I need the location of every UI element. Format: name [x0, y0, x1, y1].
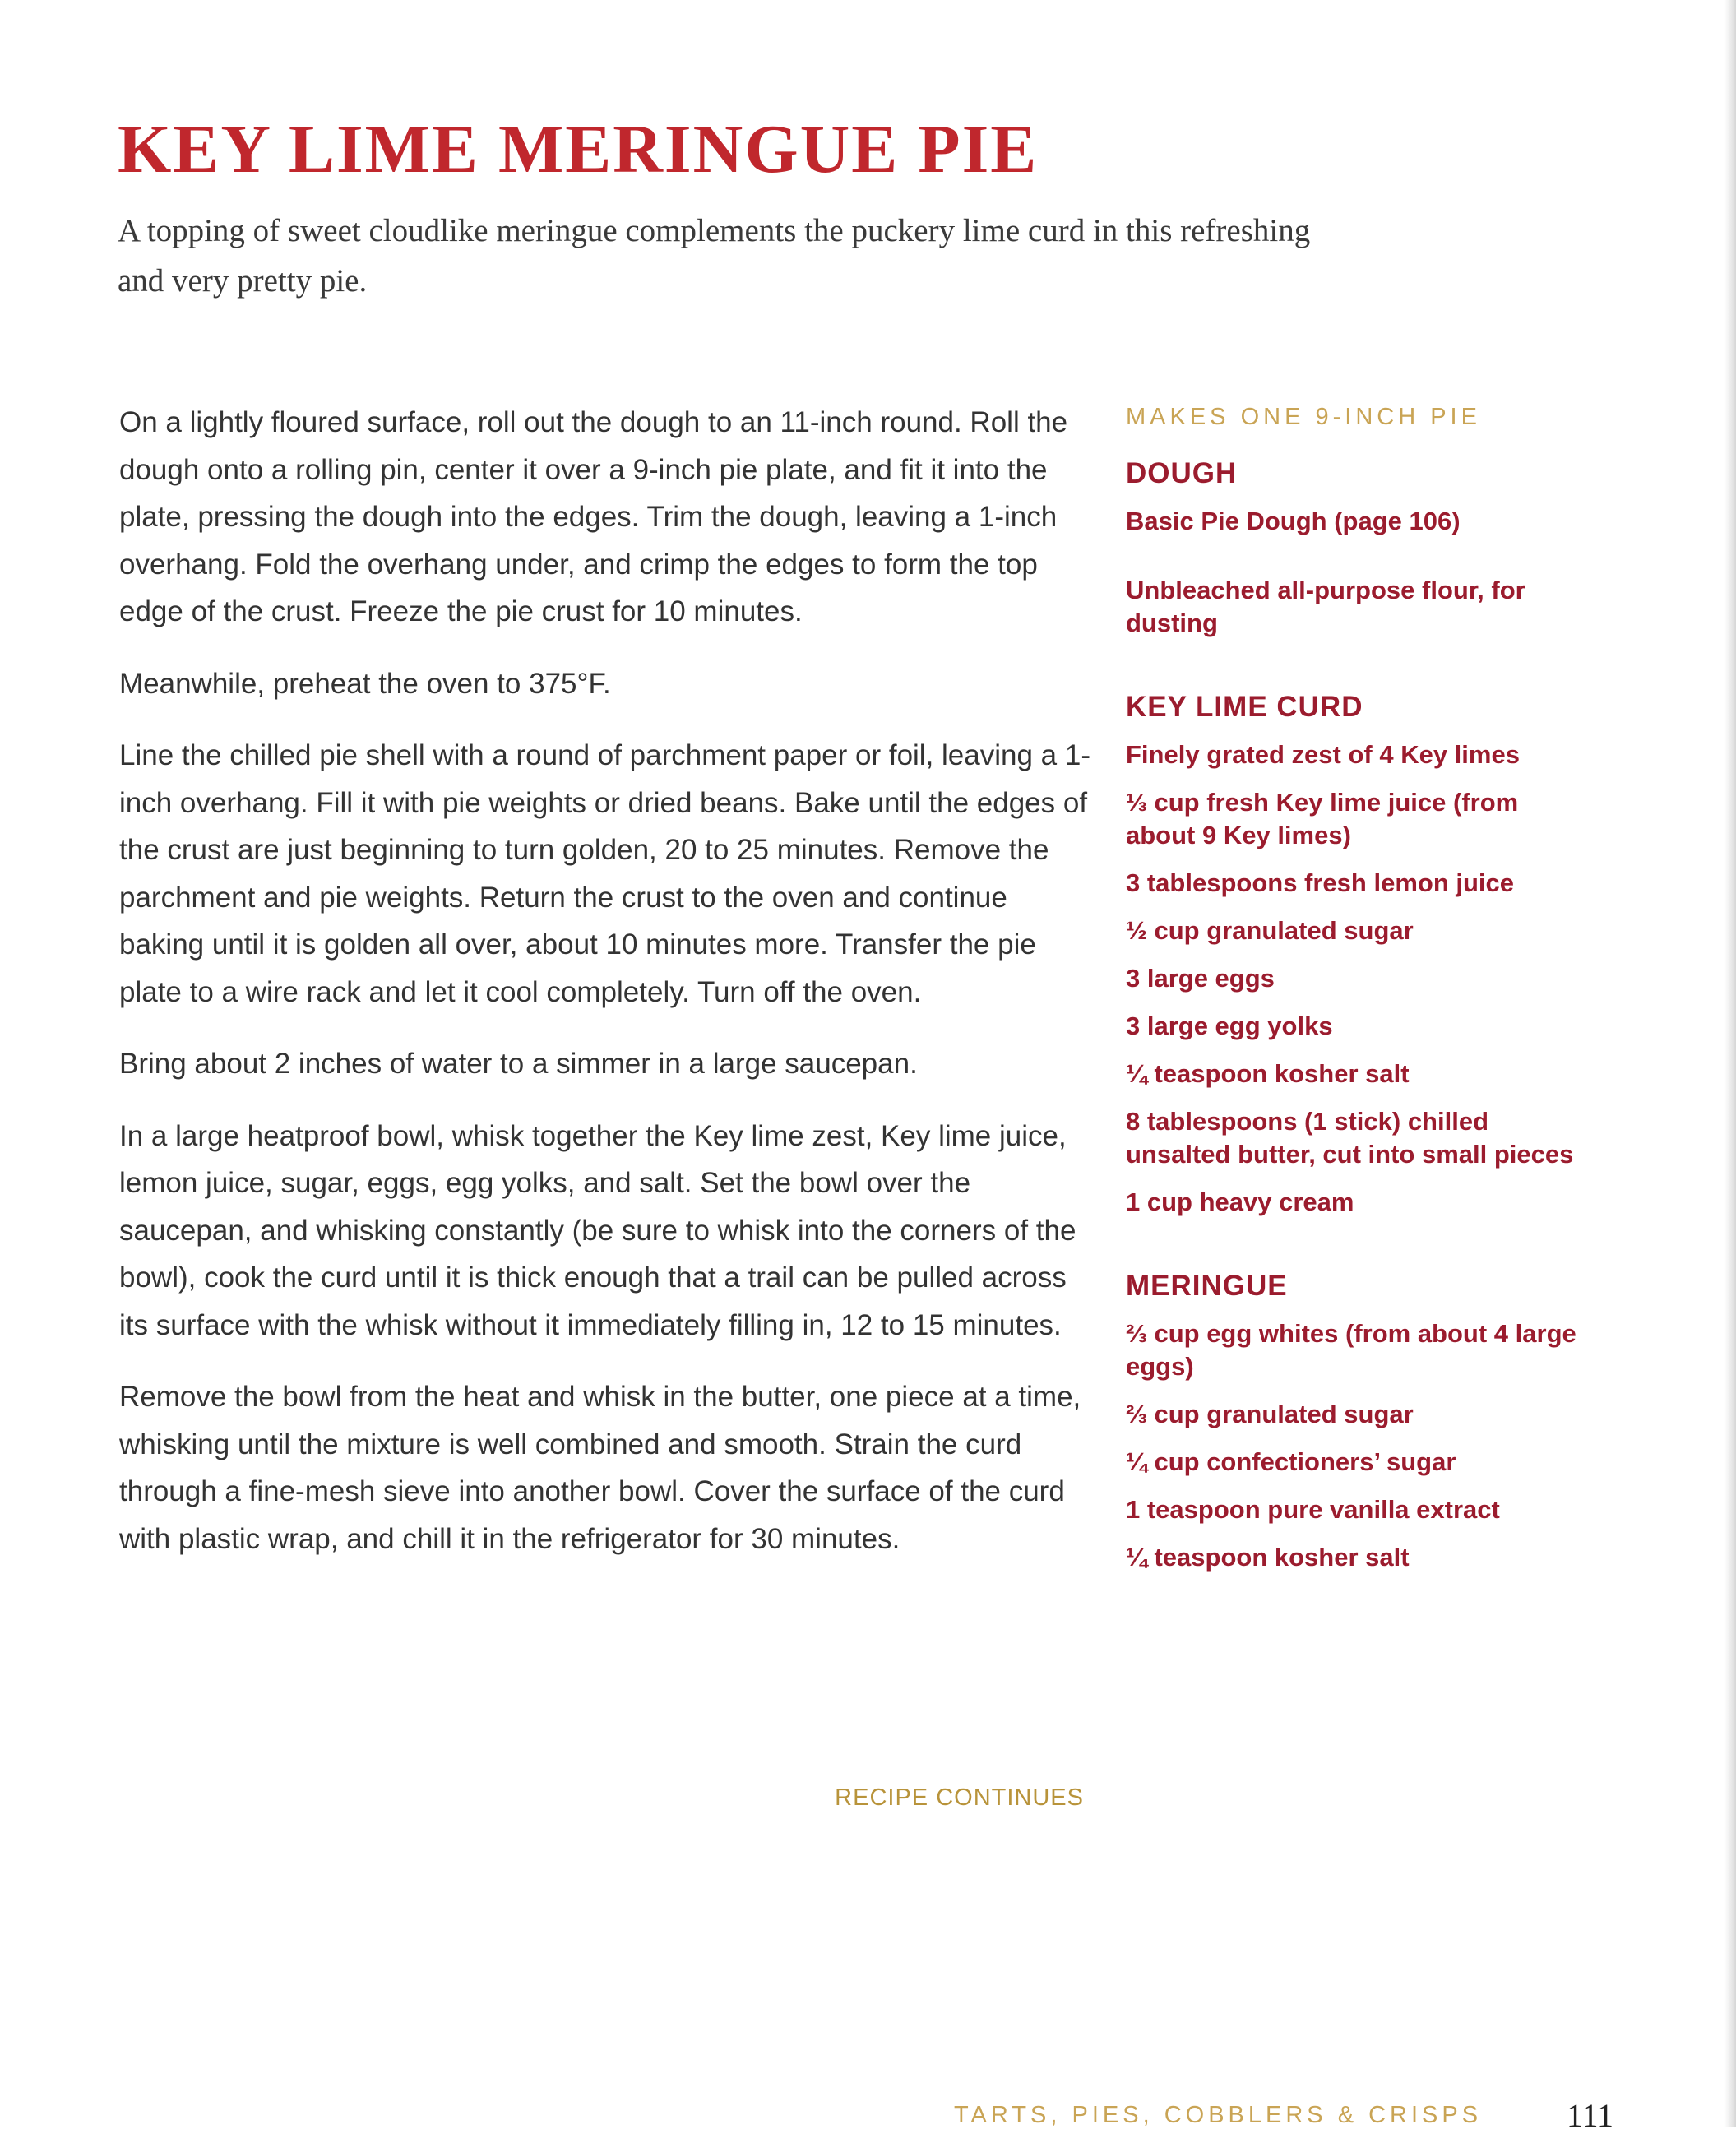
method-step: Bring about 2 inches of water to a simmer in a large saucepan. [119, 1048, 918, 1080]
method-step: In a large heatproof bowl, whisk together the Key lime zest, Key lime juice, lemon juice, sugar, eggs, egg yolks, and salt. Set the bowl over the saucepan, and whisking constantly (be sure to whisk into the corners of the bowl), cook the curd until it is thick enough that a trail can be pulled across its surface with the whisk without it immediately filling in, 12 to 15 minutes. [119, 1119, 1076, 1341]
ingredient-item: ⅓ cup fresh Key lime juice (from about 9 Key limes) [1126, 788, 1519, 849]
ingredient-item: 8 tablespoons (1 stick) chilled unsalted butter, cut into small pieces [1126, 1107, 1574, 1169]
ingredient-item: 1 teaspoon pure vanilla extract [1126, 1495, 1500, 1524]
ingredient-item: ¼ teaspoon kosher salt [1126, 1059, 1410, 1088]
yield-label: MAKES ONE 9-INCH PIE [1126, 404, 1481, 430]
method-step: On a lightly floured surface, roll out the dough to an 11-inch round. Roll the dough onto a rolling pin, center it over a 9-inch pie plate, and fit it into the plate, pressing the dough into the edges. Trim the dough, leaving a 1-inch overhang. Fold the overhang under, and crimp the edges to form the top edge of the crust. Freeze the pie crust for 10 minutes. [119, 406, 1068, 627]
ingredients-sidebar [1126, 403, 1586, 1625]
ingredient-item: 3 large eggs [1126, 964, 1275, 993]
method-step: Line the chilled pie shell with a round of parchment paper or foil, leaving a 1-inch overhang. Fill it with pie weights or dried beans. Bake until the edges of the crust are just beginning to turn golden, 20 to 25 minutes. Remove the parchment and pie weights. Return the crust to the oven and continue baking until it is golden all over, about 10 minutes more. Transfer the pie plate to a wire rack and let it cool completely. Turn off the oven. [119, 739, 1090, 1008]
ingredient-item: ½ cup granulated sugar [1126, 916, 1414, 945]
ingredient-item: Unbleached all-purpose flour, for dusting [1126, 576, 1525, 637]
method-column [119, 399, 1098, 1587]
ingredient-group-title: KEY LIME CURD [1126, 691, 1363, 723]
recipe-continues-note: RECIPE CONTINUES [835, 1785, 1084, 1811]
page-edge-shadow [1724, 0, 1736, 2127]
ingredient-item: ¼ cup confectioners’ sugar [1126, 1447, 1456, 1476]
running-footer: TARTS, PIES, COBBLERS & CRISPS [954, 2102, 1483, 2128]
ingredient-list [1126, 505, 1586, 640]
ingredient-item: Basic Pie Dough (page 106) [1126, 507, 1461, 535]
ingredient-item: 3 large egg yolks [1126, 1011, 1333, 1040]
recipe-intro: A topping of sweet cloudlike meringue complements the puckery lime curd in this refreshing and very pretty pie. [118, 213, 1311, 299]
ingredient-item: ¼ teaspoon kosher salt [1126, 1543, 1410, 1572]
ingredient-group-title: MERINGUE [1126, 1270, 1288, 1302]
method-step: Remove the bowl from the heat and whisk in the butter, one piece at a time, whisking until the mixture is well combined and smooth. Strain the curd through a fine-mesh sieve into another bowl. Cover the surface of the curd with plastic wrap, and chill it in the refrigerator for 30 minutes. [119, 1381, 1081, 1555]
ingredient-item: 1 cup heavy cream [1126, 1187, 1354, 1216]
ingredient-item: Finely grated zest of 4 Key limes [1126, 740, 1520, 769]
ingredient-list [1126, 738, 1586, 1219]
ingredient-group-dough [1126, 457, 1586, 640]
recipe-title: KEY LIME MERINGUE PIE [118, 111, 1039, 187]
method-step: Meanwhile, preheat the oven to 375°F. [119, 667, 611, 700]
ingredient-group-meringue [1126, 1270, 1586, 1574]
ingredient-item: ⅔ cup egg whites (from about 4 large eggs) [1126, 1319, 1576, 1381]
page-number: 111 [1567, 2097, 1614, 2134]
ingredient-item: 3 tablespoons fresh lemon juice [1126, 868, 1515, 897]
ingredient-group-title: DOUGH [1126, 457, 1238, 489]
ingredient-item: ⅔ cup granulated sugar [1126, 1400, 1414, 1428]
ingredient-list [1126, 1317, 1586, 1574]
ingredient-group-curd [1126, 691, 1586, 1219]
